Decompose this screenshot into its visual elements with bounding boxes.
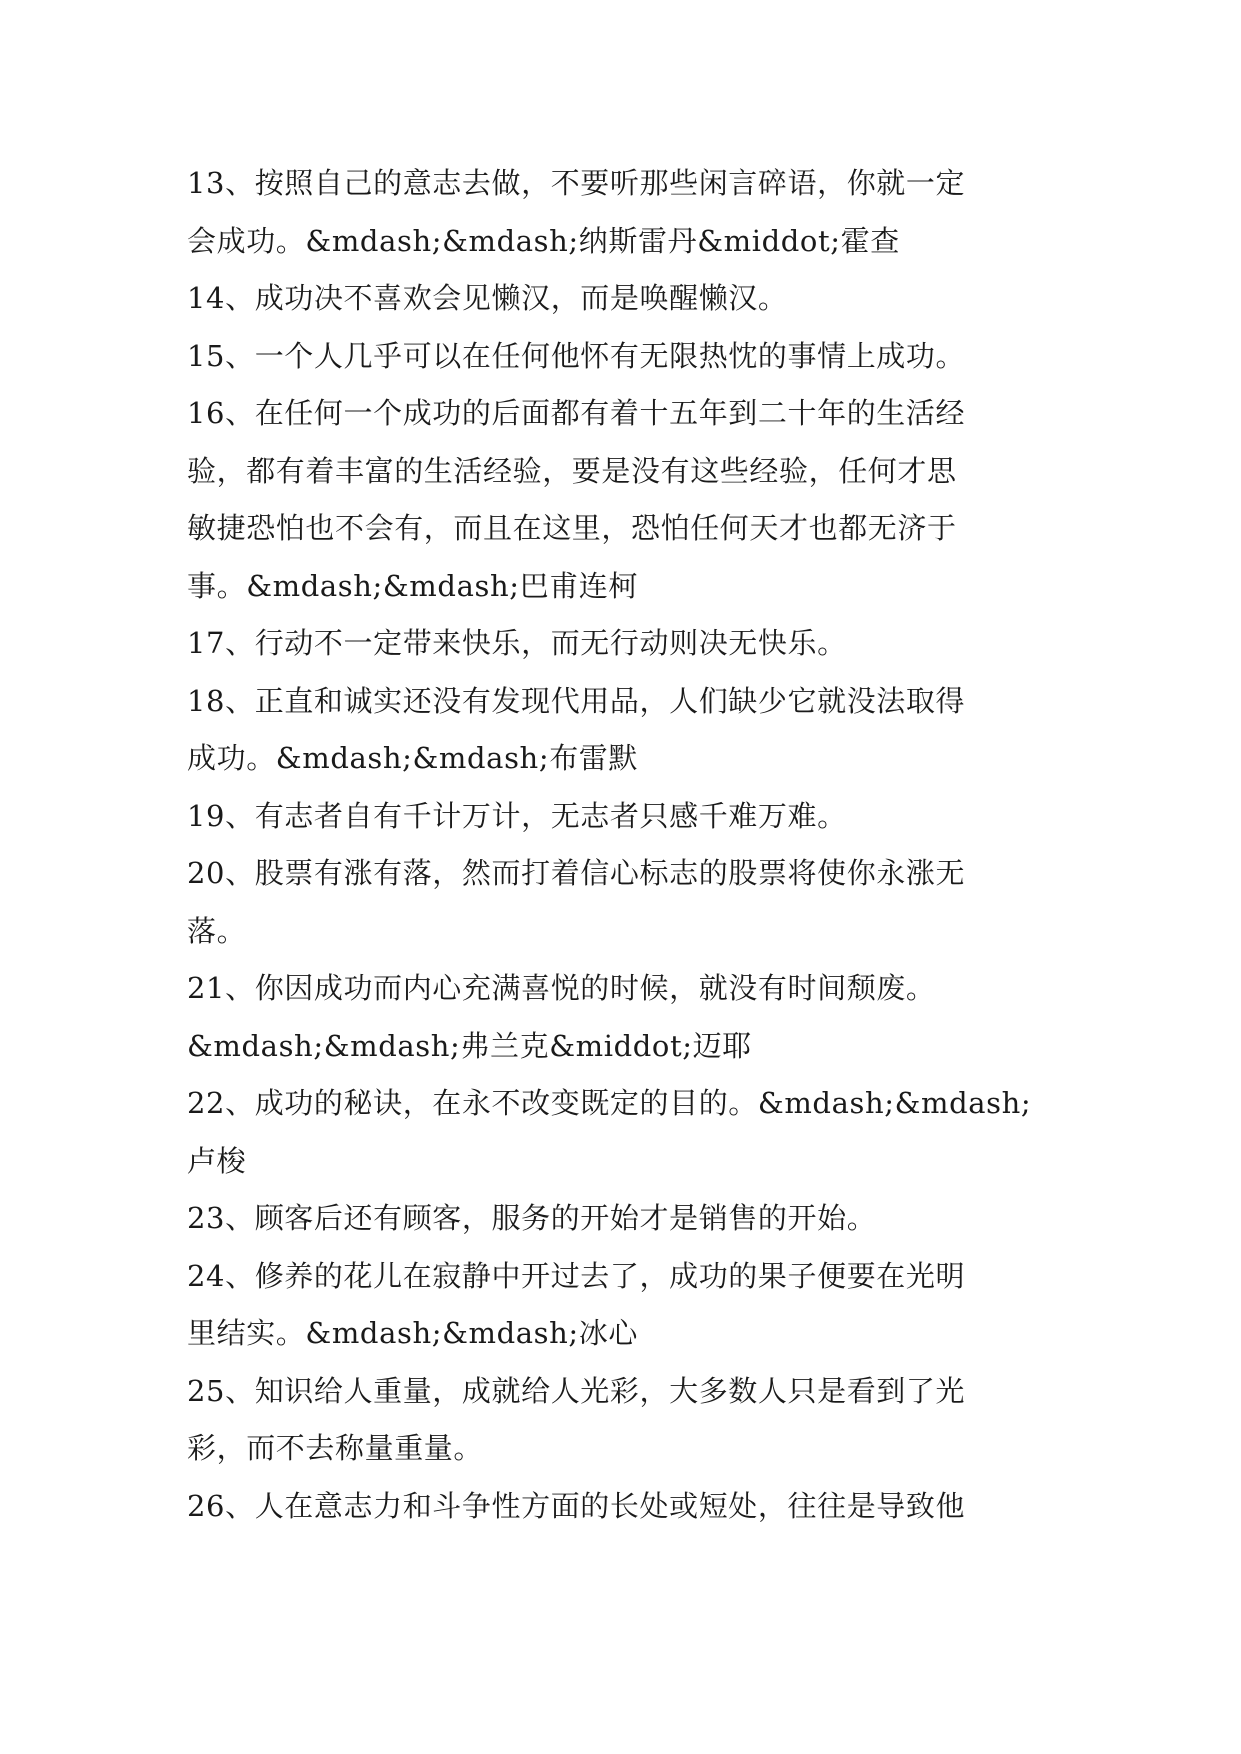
text-line: 里结实。&mdash;&mdash;冰心 [187,1316,638,1350]
text-line: &mdash;&mdash;弗兰克&middot;迈耶 [187,1028,752,1063]
text-line: 24、修养的花儿在寂静中开过去了，成功的果子便要在光明 [187,1258,966,1293]
text-line: 22、成功的秘诀，在永不改变既定的目的。&mdash;&mdash; [187,1086,1032,1120]
text-line: 敏捷恐怕也不会有，而且在这里，恐怕任何天才也都无济于 [187,511,957,545]
text-line: 13、按照自己的意志去做，不要听那些闲言碎语，你就一定 [187,166,966,200]
text-line: 15、一个人几乎可以在任何他怀有无限热忱的事情上成功。 [187,338,966,373]
text-line: 验，都有着丰富的生活经验，要是没有这些经验，任何才思 [187,453,957,488]
text-line: 事。&mdash;&mdash;巴甫连柯 [187,568,638,603]
text-line: 卢梭 [187,1143,247,1178]
text-line: 会成功。&mdash;&mdash;纳斯雷丹&middot;霍查 [187,223,900,258]
text-line: 18、正直和诚实还没有发现代用品，人们缺少它就没法取得 [187,683,966,718]
text-line: 成功。&mdash;&mdash;布雷默 [187,741,638,775]
text-line: 25、知识给人重量，成就给人光彩，大多数人只是看到了光 [187,1373,966,1408]
text-line: 落。 [187,913,247,948]
text-line: 26、人在意志力和斗争性方面的长处或短处，往往是导致他 [187,1488,966,1523]
text-line: 16、在任何一个成功的后面都有着十五年到二十年的生活经 [187,396,966,430]
text-line: 17、行动不一定带来快乐，而无行动则决无快乐。 [187,626,847,660]
text-line: 20、股票有涨有落，然而打着信心标志的股票将使你永涨无 [187,856,966,890]
text-line: 21、你因成功而内心充满喜悦的时候，就没有时间颓废。 [187,971,936,1005]
text-line: 彩，而不去称量重量。 [187,1431,484,1465]
document-body [187,155,1067,1535]
text-line: 19、有志者自有千计万计，无志者只感千难万难。 [187,798,847,833]
text-line: 14、成功决不喜欢会见懒汉，而是唤醒懒汉。 [187,281,788,315]
text-line: 23、顾客后还有顾客，服务的开始才是销售的开始。 [187,1201,877,1235]
